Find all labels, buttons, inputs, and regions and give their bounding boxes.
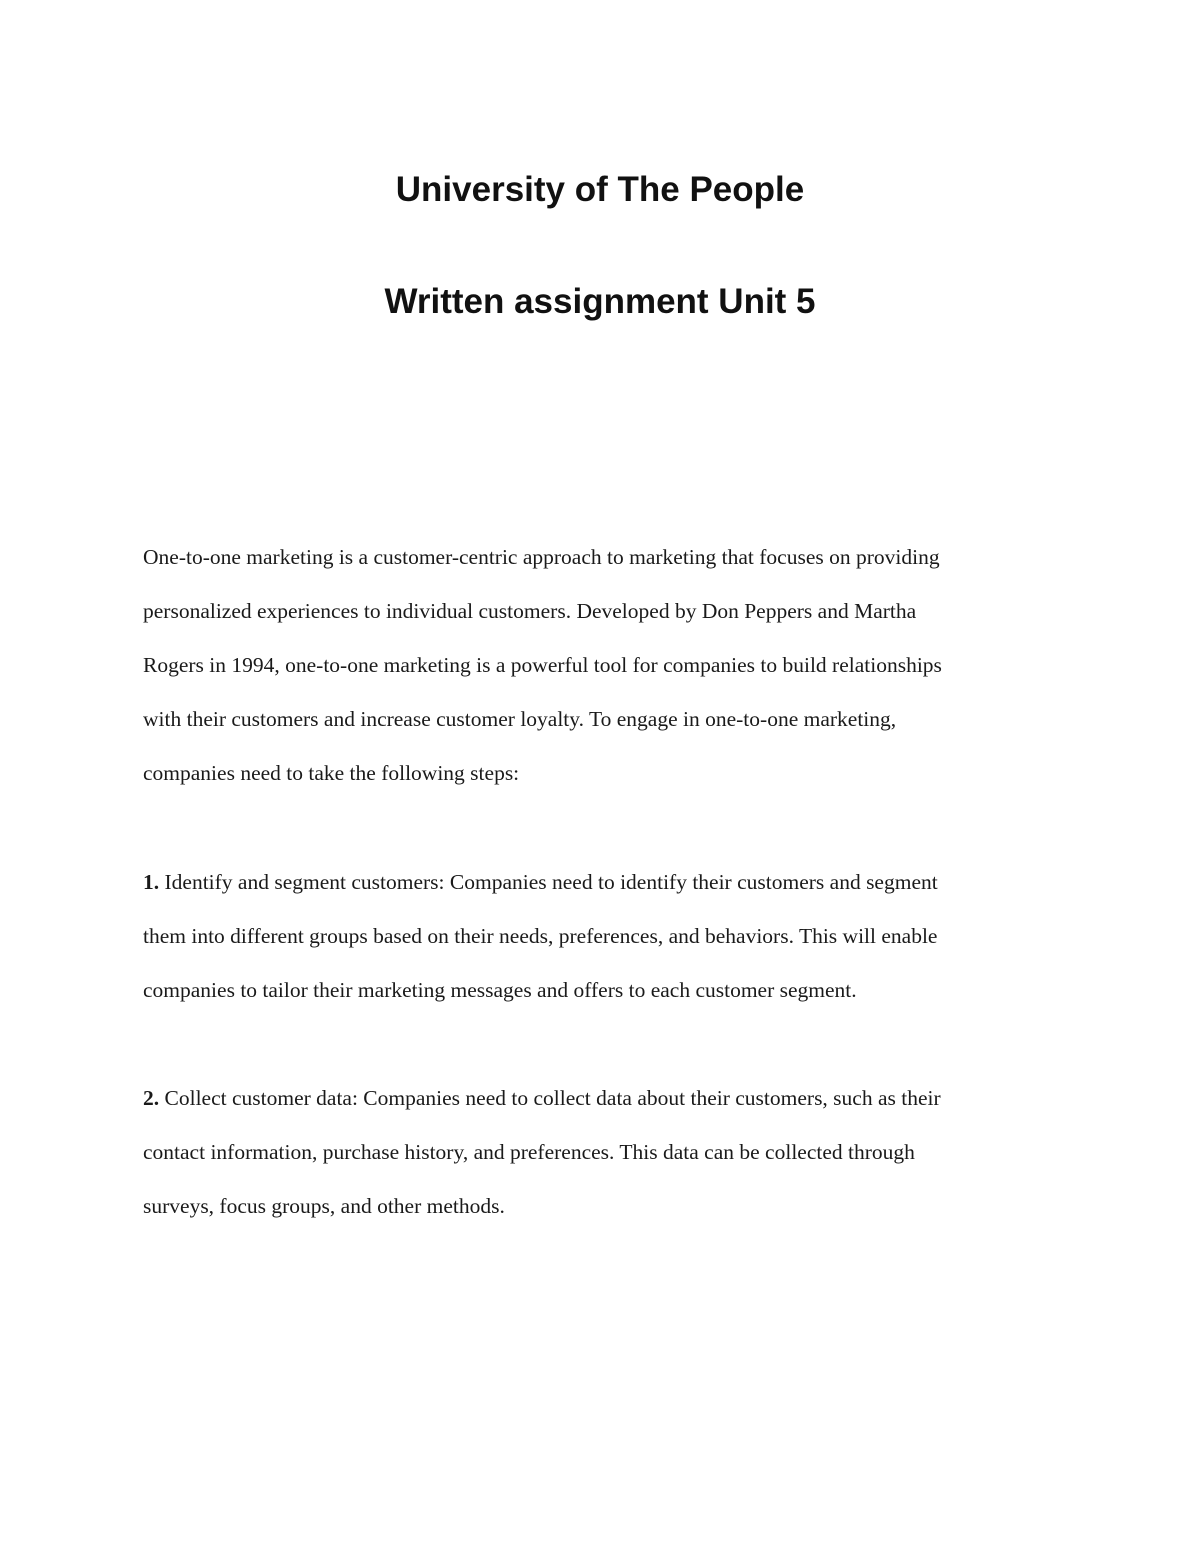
intro-line: personalized experiences to individual customers. Developed by Don Peppers and Martha <box>143 599 917 623</box>
step-line: them into different groups based on their needs, preferences, and behaviors. This will enable <box>143 924 938 948</box>
intro-line: companies need to take the following steps: <box>143 761 520 785</box>
step-line <box>143 1071 1043 1125</box>
step-line: surveys, focus groups, and other methods. <box>143 1194 505 1218</box>
step-number: 2. <box>143 1086 160 1110</box>
intro-line: with their customers and increase customer loyalty. To engage in one-to-one marketing, <box>143 707 897 731</box>
intro-line: Rogers in 1994, one-to-one marketing is a powerful tool for companies to build relationships <box>143 653 942 677</box>
step-number: 1. <box>143 870 160 894</box>
document-title: University of The People <box>395 170 805 209</box>
document-subtitle: Written assignment Unit 5 <box>384 282 816 321</box>
step-text: Identify and segment customers: Companies need to identify their customers and segment <box>159 870 938 894</box>
step-line <box>143 855 1043 909</box>
step-text: Collect customer data: Companies need to collect data about their customers, such as their <box>159 1086 941 1110</box>
step-2-paragraph <box>143 1071 1043 1233</box>
step-line: companies to tailor their marketing messages and offers to each customer segment. <box>143 978 857 1002</box>
intro-paragraph <box>143 530 1043 800</box>
step-line: contact information, purchase history, and preferences. This data can be collected through <box>143 1140 915 1164</box>
step-1-paragraph <box>143 855 1043 1017</box>
intro-line: One-to-one marketing is a customer-centric approach to marketing that focuses on providing <box>143 545 940 569</box>
